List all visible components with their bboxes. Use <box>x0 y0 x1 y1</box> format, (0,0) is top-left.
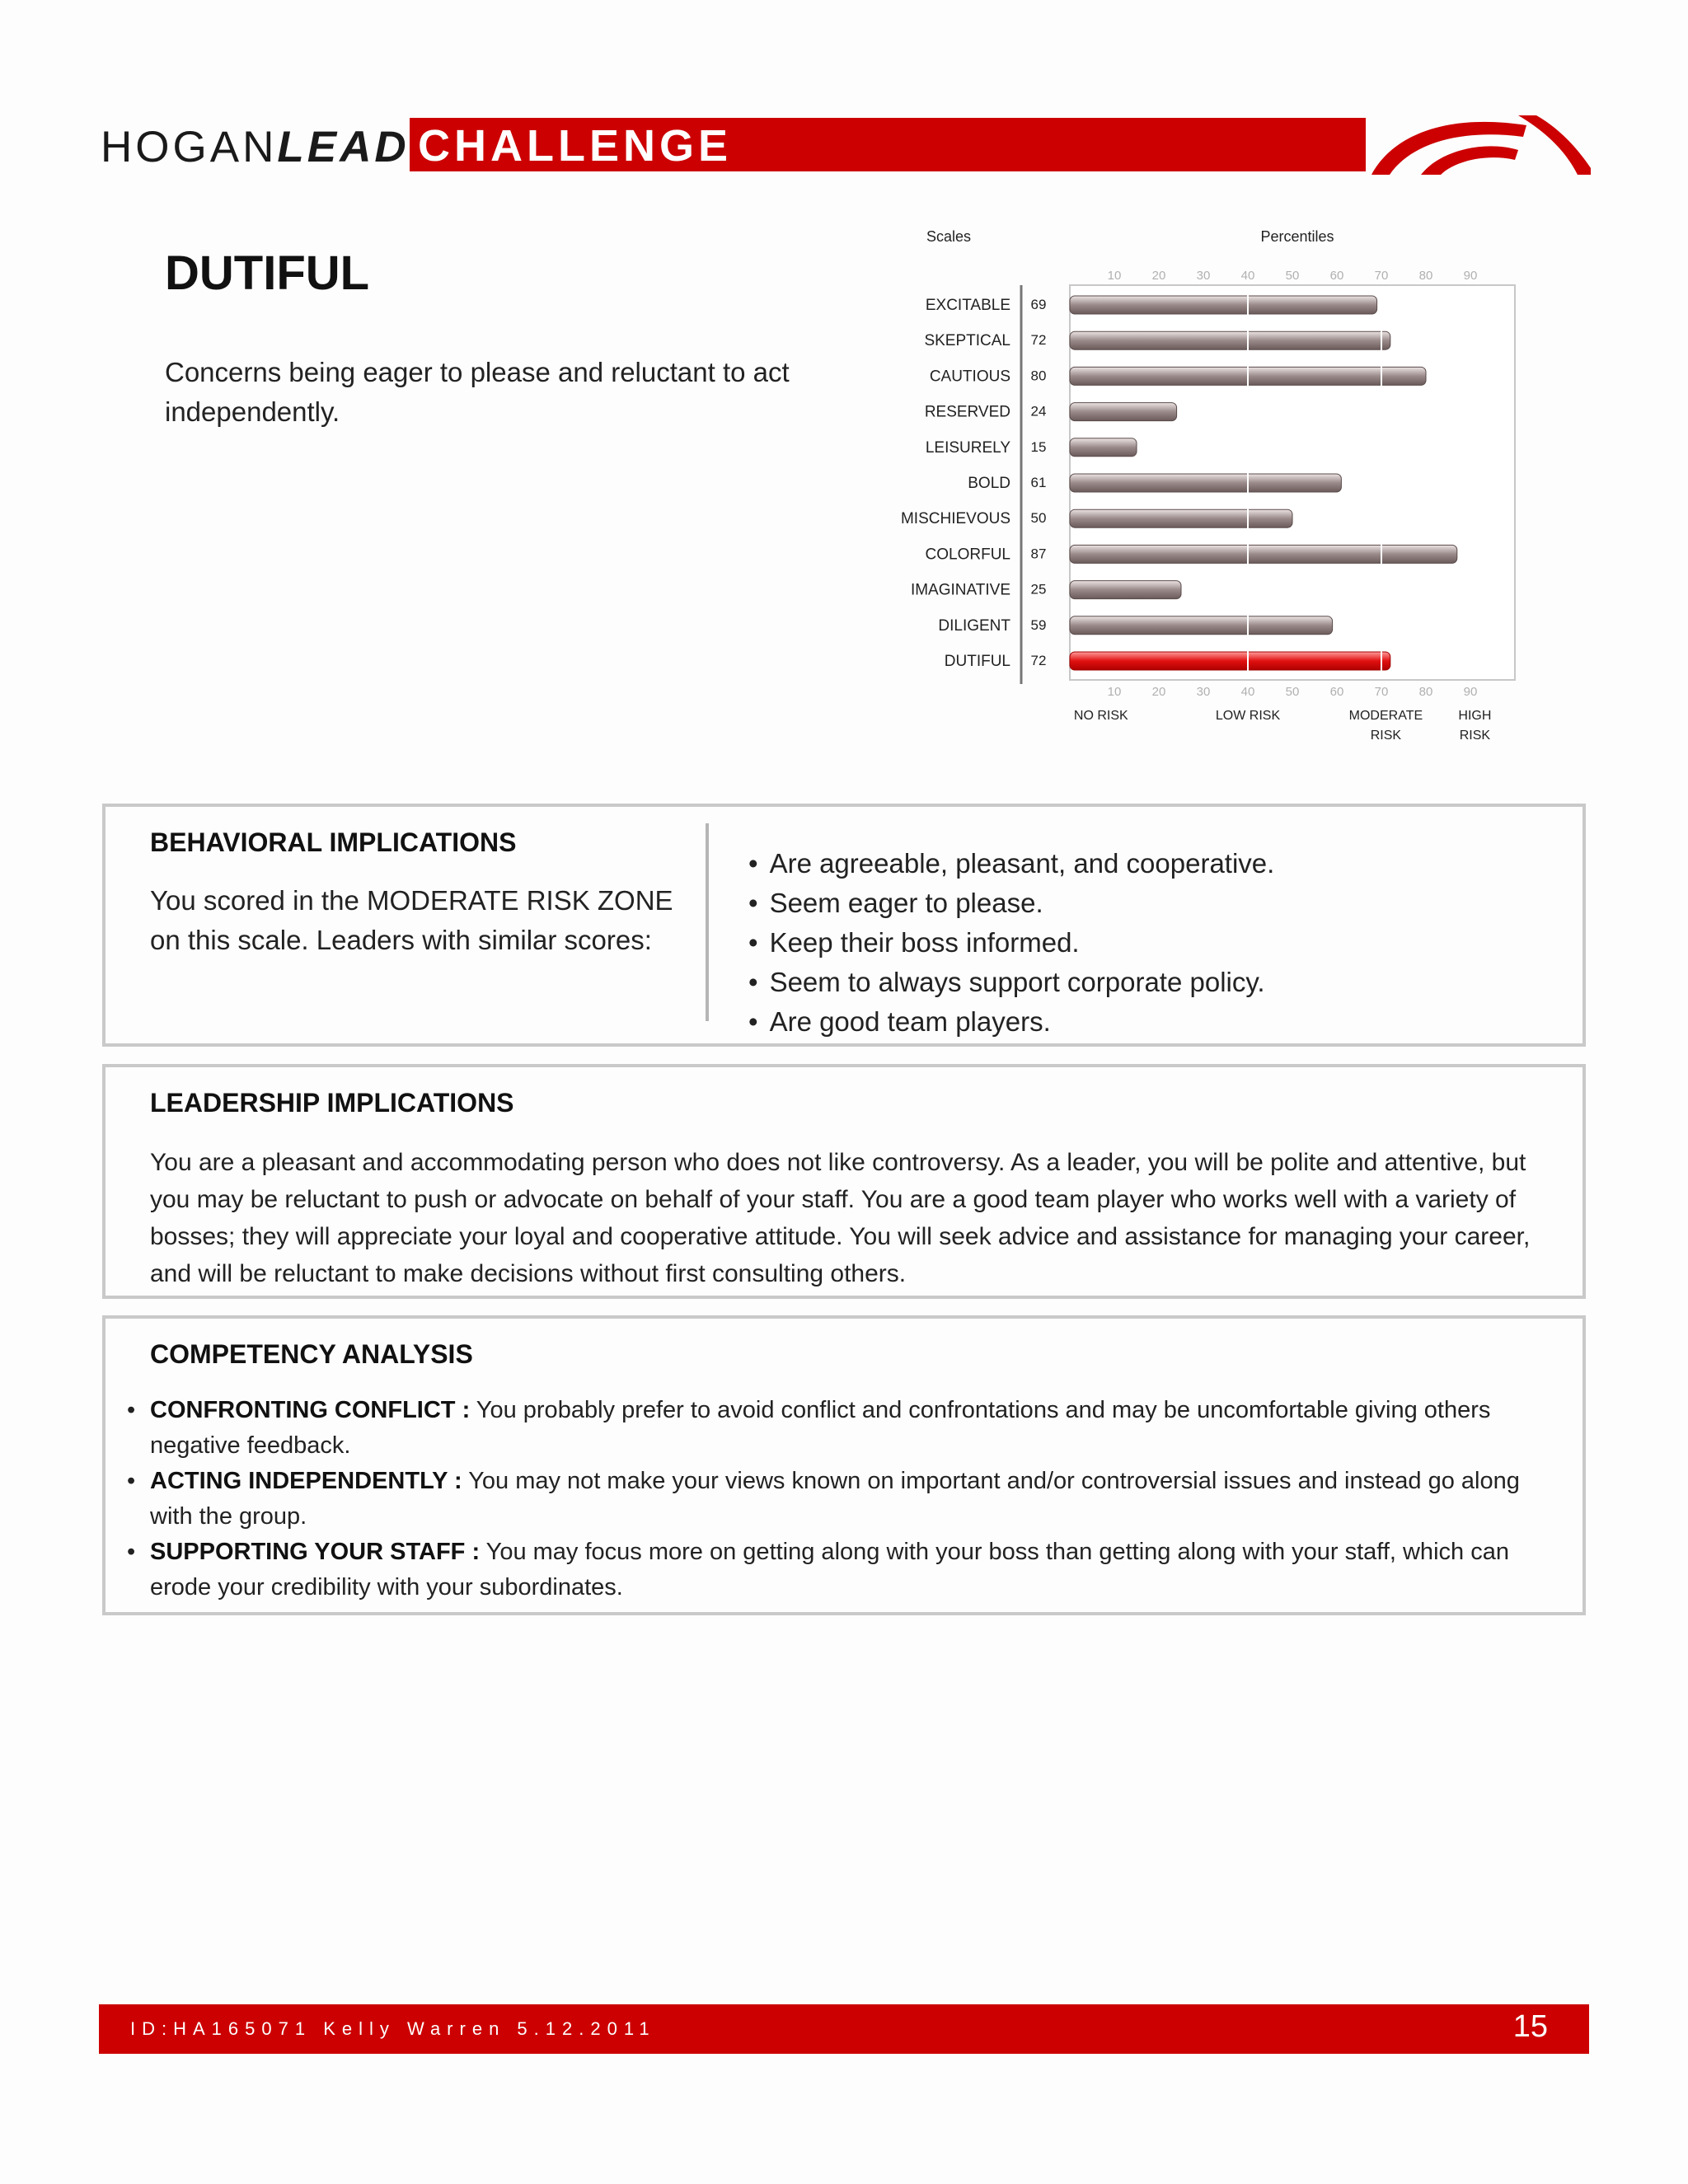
competency-item <box>150 1393 1551 1464</box>
behavioral-item: • Keep their boss informed. <box>748 923 1274 963</box>
behavioral-item: • Are good team players. <box>748 1002 1274 1042</box>
competency-label: SUPPORTING YOUR STAFF : <box>150 1539 481 1565</box>
leadership-implications-box <box>102 1064 1586 1299</box>
scale-bar <box>1070 438 1137 457</box>
x-tick-label-bottom: 50 <box>1285 685 1300 699</box>
scale-value-label: 15 <box>1030 438 1047 455</box>
scale-value-label: 61 <box>1030 475 1047 490</box>
scale-value-label: 87 <box>1030 546 1047 562</box>
x-tick-label-top: 80 <box>1418 269 1433 283</box>
x-tick-label-bottom: 40 <box>1240 685 1255 699</box>
footer-id: ID:HA165071 Kelly Warren 5.12.2011 <box>130 2018 656 2039</box>
scale-bar <box>1070 474 1341 492</box>
brand-lead: LEAD <box>277 123 410 171</box>
scale-label: SKEPTICAL <box>924 332 1010 350</box>
scale-value-label: 50 <box>1030 510 1047 527</box>
scale-label: BOLD <box>968 475 1010 492</box>
page-number: 15 <box>1512 2009 1548 2044</box>
scale-label: CAUTIOUS <box>929 368 1010 386</box>
x-tick-label-top: 60 <box>1329 269 1344 283</box>
leadership-heading: LEADERSHIP IMPLICATIONS <box>150 1088 514 1118</box>
competency-text: You may focus more on getting along with your boss than getting along with your staff, which can erode your credibility with your subordinates. <box>150 1539 1509 1601</box>
competency-text: You probably prefer to avoid conflict and confrontations and may be uncomfortable giving others negative feedback. <box>150 1397 1491 1459</box>
scale-label: COLORFUL <box>925 546 1010 564</box>
zone-label-line: RISK <box>1370 729 1402 743</box>
behavioral-divider <box>706 823 709 1021</box>
brand-challenge: CHALLENGE <box>418 121 732 171</box>
scale-value-label: 69 <box>1030 297 1047 312</box>
competency-heading: COMPETENCY ANALYSIS <box>150 1339 473 1369</box>
scale-label: DUTIFUL <box>944 653 1010 670</box>
x-tick-label-bottom: 80 <box>1418 685 1433 699</box>
scale-label: RESERVED <box>924 403 1010 421</box>
leadership-text: You are a pleasant and accommodating person who does not like controversy. As a leader, you will be polite and attentive, but you may be reluctant to push or advocate on behalf of your staff. You are a good team player who works well with a variety of bosses; they will appreciate your loyal and cooperative attitude. You will seek advice and assistance for managing your career, and will be reluctant to make decisions without first consulting others. <box>150 1149 1531 1287</box>
zone-label-line: MODERATE <box>1348 709 1423 723</box>
scale-bar <box>1070 403 1177 421</box>
x-tick-label-top: 90 <box>1463 269 1478 283</box>
x-tick-label-bottom: 60 <box>1329 685 1344 699</box>
scale-label: MISCHIEVOUS <box>900 510 1010 528</box>
competency-analysis-box <box>102 1315 1586 1615</box>
scale-label: IMAGINATIVE <box>910 581 1010 599</box>
x-tick-label-top: 40 <box>1240 269 1255 283</box>
behavioral-item: • Are agreeable, pleasant, and cooperative. <box>748 844 1274 883</box>
scale-bar <box>1070 581 1181 599</box>
brand-banner <box>410 118 1366 171</box>
zone-label-line: RISK <box>1459 729 1491 743</box>
scale-bar <box>1070 296 1377 314</box>
behavioral-list <box>748 844 1274 1042</box>
competency-label: CONFRONTING CONFLICT : <box>150 1397 471 1423</box>
behavioral-item: • Seem to always support corporate policy. <box>748 963 1274 1002</box>
scale-value-label: 59 <box>1030 616 1047 633</box>
x-tick-label-bottom: 20 <box>1151 685 1166 699</box>
competency-label: ACTING INDEPENDENTLY : <box>150 1468 462 1494</box>
brand-wordmark <box>101 122 410 172</box>
zone-label <box>1349 709 1423 743</box>
x-tick-label-bottom: 10 <box>1107 685 1122 699</box>
behavioral-implications-box <box>102 804 1586 1047</box>
x-tick-label-top: 20 <box>1151 269 1166 283</box>
competency-text: You may not make your views known on important and/or controversial issues and instead go along with the group. <box>150 1468 1520 1530</box>
scale-value-label: 72 <box>1030 332 1047 349</box>
x-tick-label-top: 10 <box>1107 269 1122 283</box>
scale-label: EXCITABLE <box>925 297 1010 314</box>
scale-bar <box>1070 545 1457 563</box>
x-tick-label-bottom: 70 <box>1374 685 1389 699</box>
scale-definition: Concerns being eager to please and reluctant to act independently. <box>165 357 790 427</box>
behavioral-heading: BEHAVIORAL IMPLICATIONS <box>150 827 517 857</box>
brand-prefix: HOGAN <box>101 123 278 171</box>
scale-label: DILIGENT <box>938 616 1010 635</box>
percentile-bar-chart <box>874 223 1550 758</box>
hogan-swoosh-logo <box>1362 115 1591 175</box>
footer-bar <box>99 2004 1589 2054</box>
zone-label-line: HIGH <box>1458 709 1492 723</box>
zone-label: NO RISK <box>1073 709 1128 723</box>
percentiles-header: Percentiles <box>1260 228 1334 245</box>
scale-value-label: 24 <box>1030 403 1047 419</box>
scale-label: LEISURELY <box>925 438 1010 457</box>
scale-bar <box>1070 616 1333 635</box>
x-tick-label-top: 70 <box>1374 269 1389 283</box>
scale-value-label: 72 <box>1030 653 1047 668</box>
zone-label: LOW RISK <box>1215 709 1281 723</box>
scale-value-label: 80 <box>1030 368 1047 384</box>
scale-bar <box>1070 509 1292 527</box>
x-tick-label-top: 30 <box>1196 269 1211 283</box>
competency-item <box>150 1535 1551 1605</box>
scales-header: Scales <box>926 228 972 245</box>
scale-bar <box>1070 331 1390 349</box>
behavioral-item: • Seem eager to please. <box>748 883 1274 923</box>
scale-title: DUTIFUL <box>165 246 370 300</box>
x-tick-label-top: 50 <box>1285 269 1300 283</box>
competency-item <box>150 1464 1551 1535</box>
x-tick-label-bottom: 90 <box>1463 685 1478 699</box>
competency-list <box>150 1393 1551 1605</box>
scale-bar-highlight <box>1070 652 1390 670</box>
scale-value-label: 25 <box>1030 581 1047 598</box>
zone-label <box>1458 709 1491 743</box>
behavioral-lead: You scored in the MODERATE RISK ZONE on this scale. Leaders with similar scores: <box>150 885 673 955</box>
x-tick-label-bottom: 30 <box>1196 685 1211 699</box>
